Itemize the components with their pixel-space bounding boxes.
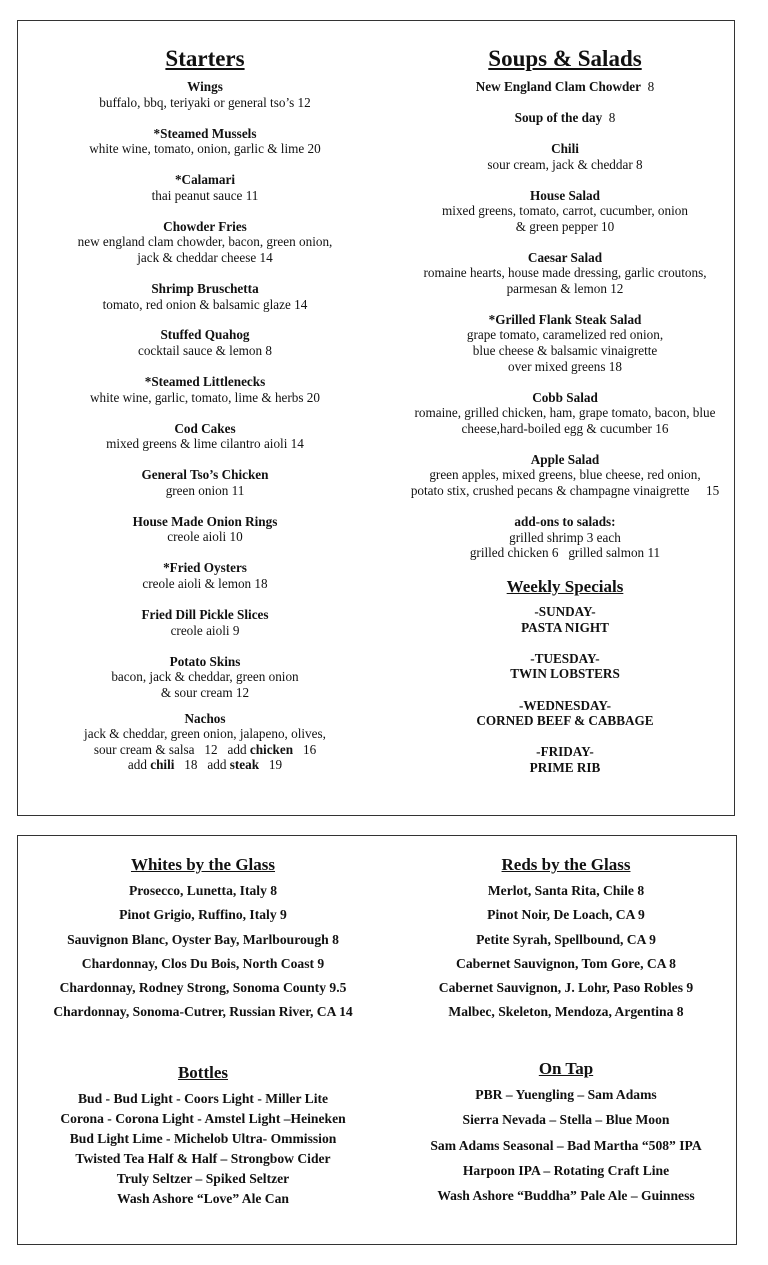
special-day: -TUESDAY- [530, 650, 600, 666]
item-desc: green onion 11 [165, 482, 245, 498]
starters-column [18, 43, 392, 788]
special-day: -WEDNESDAY- [518, 697, 612, 713]
item-name: *Grilled Flank Steak Salad [488, 311, 642, 327]
tap-item: Wash Ashore “Buddha” Pale Ale – Guinness [437, 1188, 695, 1204]
special-day: -SUNDAY- [534, 604, 596, 620]
item-name: Cobb Salad [532, 389, 598, 405]
item-desc: bacon, jack & cheddar, green onion [111, 669, 299, 685]
item-desc: & sour cream 12 [160, 684, 250, 700]
special-item [395, 651, 735, 682]
item-name: Caesar Salad [527, 249, 603, 265]
item-desc: & green pepper 10 [515, 218, 615, 234]
item-name: Cod Cakes [174, 420, 236, 436]
item-desc: cheese,hard-boiled egg & cucumber 16 [461, 420, 669, 436]
menu-item [18, 467, 392, 498]
wine-item: Chardonnay, Sonoma-Cutrer, Russian River, CA 14 [53, 1004, 353, 1020]
item-name: Soup of the day [514, 109, 603, 125]
item-desc: mixed greens, tomato, carrot, cucumber, onion [442, 203, 688, 219]
item-name: Apple Salad [530, 451, 600, 467]
item-desc: jack & cheddar cheese 14 [137, 249, 273, 265]
item-name: Chowder Fries [163, 218, 247, 234]
menu-item [18, 514, 392, 545]
item-desc: potato stix, crushed pecans & champagne vinaigrette 15 [410, 483, 720, 499]
menu-item [395, 79, 735, 95]
item-name: Chili [551, 140, 579, 156]
menu-item [18, 327, 392, 358]
menu-item [395, 141, 735, 172]
nachos-addon-steak: steak [229, 757, 260, 773]
menu-item [395, 452, 735, 499]
nachos-line2-a: sour cream & salsa 12 add [93, 741, 250, 757]
item-desc: grape tomato, caramelized red onion, [466, 327, 664, 343]
item-name: House Salad [530, 187, 600, 203]
item-price: 8 [641, 79, 655, 94]
item-desc: white wine, tomato, onion, garlic & lime 20 [89, 141, 321, 157]
item-name: Wings [187, 79, 223, 94]
nachos-line3-c: 18 add [174, 757, 230, 773]
item-desc: buffalo, bbq, teriyaki or general tso’s 12 [99, 94, 311, 110]
item-desc: over mixed greens 18 [508, 358, 622, 374]
menu-item [395, 110, 735, 126]
beer-item: Twisted Tea Half & Half – Strongbow Cider [75, 1151, 331, 1166]
tap-item: Sam Adams Seasonal – Bad Martha “508” IPA [430, 1137, 702, 1153]
beer-item: Corona - Corona Light - Amstel Light –Heineken [60, 1111, 346, 1126]
item-name: *Fried Oysters [163, 560, 247, 576]
item-desc: tomato, red onion & balsamic glaze 14 [102, 296, 308, 312]
beer-item: Wash Ashore “Love” Ale Can [117, 1191, 289, 1206]
item-desc: green apples, mixed greens, blue cheese, red onion, [429, 467, 701, 483]
item-name: Fried Dill Pickle Slices [141, 606, 269, 622]
bottles-title: Bottles [177, 1063, 229, 1082]
item-desc: white wine, garlic, tomato, lime & herbs 20 [90, 389, 320, 405]
item-name: New England Clam Chowder [475, 79, 642, 94]
weekly-specials-title: Weekly Specials [506, 577, 624, 597]
wine-item: Cabernet Sauvignon, J. Lohr, Paso Robles 9 [438, 980, 694, 996]
nachos-line3-e: 19 [259, 757, 283, 773]
menu-item-nachos [18, 711, 392, 773]
reds-column [396, 854, 736, 1029]
reds-title: Reds by the Glass [501, 855, 631, 874]
special-dish: PASTA NIGHT [521, 619, 609, 635]
item-desc: grilled chicken 6 grilled salmon 11 [469, 545, 661, 561]
special-dish: PRIME RIB [529, 759, 601, 775]
nachos-addon-chicken: chicken [249, 741, 294, 757]
wine-item: Chardonnay, Clos Du Bois, North Coast 9 [81, 955, 325, 971]
wine-item: Malbec, Skeleton, Mendoza, Argentina 8 [448, 1004, 684, 1020]
menu-item [395, 188, 735, 235]
wine-item: Pinot Noir, De Loach, CA 9 [487, 907, 645, 923]
bottles-column [18, 1062, 388, 1211]
menu-item [18, 281, 392, 312]
menu-item [18, 607, 392, 638]
nachos-addon-chili: chili [150, 757, 175, 773]
item-desc: cocktail sauce & lemon 8 [137, 343, 273, 359]
wine-item: Chardonnay, Rodney Strong, Sonoma County 9.5 [59, 980, 347, 996]
item-name: add-ons to salads: [514, 514, 616, 529]
whites-column [18, 854, 388, 1029]
on-tap-column [396, 1058, 736, 1213]
item-name: House Made Onion Rings [132, 513, 278, 529]
beer-item: Bud Light Lime - Michelob Ultra- Ommission [69, 1131, 337, 1146]
soups-salads-column [395, 43, 735, 791]
drinks-menu-panel [17, 835, 737, 1245]
menu-item [18, 374, 392, 405]
wine-item: Petite Syrah, Spellbound, CA 9 [476, 931, 656, 947]
special-dish: TWIN LOBSTERS [510, 666, 620, 682]
item-name: *Steamed Mussels [153, 125, 257, 141]
menu-item [18, 421, 392, 452]
beer-item: Bud - Bud Light - Coors Light - Miller Lite [77, 1091, 329, 1106]
beer-item: Truly Seltzer – Spiked Seltzer [116, 1171, 290, 1186]
starters-title: Starters [165, 46, 245, 71]
nachos-line3-a: add [127, 757, 151, 773]
item-desc: creole aioli & lemon 18 [142, 575, 268, 591]
wine-item: Cabernet Sauvignon, Tom Gore, CA 8 [456, 955, 676, 971]
item-desc: thai peanut sauce 11 [151, 187, 259, 203]
menu-item [395, 312, 735, 374]
special-item [395, 744, 735, 775]
menu-item [395, 250, 735, 297]
menu-item-addons [395, 514, 735, 561]
item-name: Nachos [184, 710, 226, 726]
item-name: *Calamari [174, 172, 236, 188]
item-name: *Steamed Littlenecks [144, 374, 266, 390]
item-desc: creole aioli 10 [167, 529, 243, 545]
on-tap-title: On Tap [538, 1059, 594, 1078]
item-desc: romaine, grilled chicken, ham, grape tomato, bacon, blue [414, 405, 716, 421]
wine-item: Merlot, Santa Rita, Chile 8 [487, 883, 645, 898]
menu-item [18, 654, 392, 701]
nachos-line2-c: 16 [293, 741, 317, 757]
tap-item: PBR – Yuengling – Sam Adams [475, 1087, 657, 1102]
wine-item: Prosecco, Lunetta, Italy 8 [128, 883, 278, 898]
special-item [395, 698, 735, 729]
menu-item [395, 390, 735, 437]
item-desc [18, 742, 392, 758]
item-price: 8 [602, 109, 616, 125]
item-desc: blue cheese & balsamic vinaigrette [472, 343, 658, 359]
wine-item: Pinot Grigio, Ruffino, Italy 9 [119, 907, 287, 923]
item-desc: creole aioli 9 [170, 622, 240, 638]
menu-item [18, 560, 392, 591]
food-menu-panel [17, 20, 735, 816]
item-desc: new england clam chowder, bacon, green onion, [77, 234, 333, 250]
soups-title: Soups & Salads [488, 46, 642, 71]
item-name: Potato Skins [169, 653, 241, 669]
whites-title: Whites by the Glass [130, 855, 276, 874]
item-desc: romaine hearts, house made dressing, garlic croutons, [423, 265, 707, 281]
item-desc: sour cream, jack & cheddar 8 [487, 156, 643, 172]
tap-item: Harpoon IPA – Rotating Craft Line [462, 1162, 670, 1178]
menu-item [18, 219, 392, 266]
menu-item [18, 126, 392, 157]
item-name: Stuffed Quahog [160, 327, 250, 343]
menu-item [18, 172, 392, 203]
menu-item [18, 79, 392, 110]
item-name: General Tso’s Chicken [141, 467, 269, 483]
tap-item: Sierra Nevada – Stella – Blue Moon [462, 1112, 670, 1128]
wine-item: Sauvignon Blanc, Oyster Bay, Marlbourough 8 [67, 931, 339, 947]
item-desc: parmesan & lemon 12 [506, 280, 624, 296]
special-dish: CORNED BEEF & CABBAGE [476, 713, 654, 729]
item-desc: jack & cheddar, green onion, jalapeno, olives, [84, 726, 326, 742]
item-name: Shrimp Bruschetta [151, 280, 259, 296]
item-desc: grilled shrimp 3 each [509, 529, 621, 545]
special-item [395, 604, 735, 635]
special-day: -FRIDAY- [536, 744, 594, 760]
item-desc [18, 757, 392, 773]
item-desc: mixed greens & lime cilantro aioli 14 [106, 436, 304, 452]
